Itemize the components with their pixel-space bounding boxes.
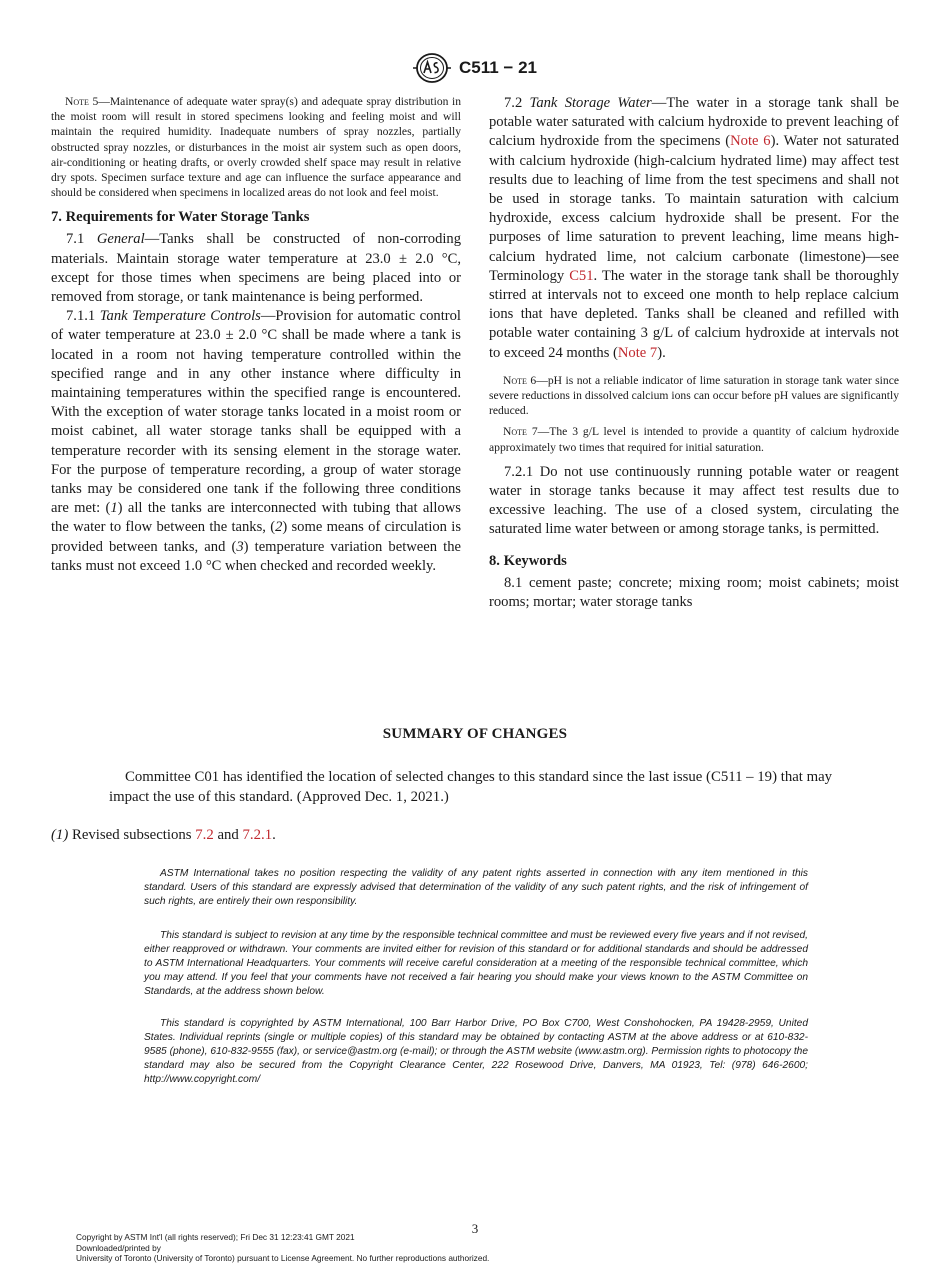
section-7-heading: 7. Requirements for Water Storage Tanks [51,209,310,226]
note-7-link[interactable]: Note 7 [617,344,658,361]
c51-link[interactable]: C51 [569,267,594,284]
footer-line-3: University of Toronto (University of Toronto) pursuant to License Agreement. No further reproductions authorized. [76,1253,490,1264]
copyright-disclaimer: This standard is copyrighted by ASTM International, 100 Barr Harbor Drive, PO Box C700, West Conshohocken, PA 19428-2959, United States. Individual reprints (single or multiple copies) of this standard may be obtained by contacting ASTM at the above address or at 610-832-9585 (phone), 610-832-9555 (fax), or service@astm.org (e-mail); or through the ASTM website (www.astm.org). Permission rights to photocopy the standard may also be secured from the Copyright Clearance Center, 222 Rosewood Drive, Danvers, MA 01923, Tel: (978) 646-2600; http://www.copyright.com/ [144,1018,808,1085]
summary-of-changes-text: Committee C01 has identified the location of selected changes to this standard since the last issue (C511 – 19) that may impact the use of this standard. (Approved Dec. 1, 2021.) [109,769,833,805]
footer-line-2: Downloaded/printed by [76,1242,161,1253]
paragraph-7-2: 7.2 Tank Storage Water—The water in a storage tank shall be potable water saturated with calcium hydroxide to prevent leaching of calcium hydroxide from the specimens (Note 6). Water not saturated with calcium hydroxide (high-calcium hydrated lime) may affect test results due to leaching of lime from the test specimens and shall not be used in storage tanks. To maintain saturation with calcium hydroxide, excess calcium hydroxide shall be present. For the purposes of lime saturation to prevent leaching, lime means high-calcium hydrated lime, not calcium carbonate (limestone)—see Terminology C51. The water in the storage tank shall be thoroughly stirred at intervals not to exceed one month to help replace calcium ions that have depleted. Tanks shall be cleaned and refilled with potable water containing 3 g/L of calcium hydroxide at intervals not to exceed 24 months (Note 7). [489,95,900,361]
standard-designation: C511 − 21 [459,58,537,77]
paragraph-7-2-1: 7.2.1 Do not use continuously running potable water or reagent water in storage tanks because it may affect test results due to excessive leaching. The use of a closed system, circulating the saturated lime water between or among storage tanks, is permitted. [489,463,899,538]
change-list-item: (1) Revised subsections 7.2 and 7.2.1. [51,827,276,843]
subsection-7-2-1-link[interactable]: 7.2.1 [242,827,273,843]
left-column [51,94,461,576]
paragraph-7-1-1: 7.1.1 Tank Temperature Controls—Provision for automatic control of water temperature at 23.0 ± 2.0 °C shall be made where a tank is located in a room not having temperature controlled within the specified range and in any other instance where difficulty in maintaining temperatures within the specified range is encountered. With the exception of water storage tanks located in a moist room or moist cabinet, all water storage tanks shall be equipped with a temperature recorder with its sensing element in the storage water. For the purpose of temperature recording, a group of water storage tanks may be considered one tank if the following three conditions are met: (1) all the tanks are interconnected with tubing that allows the water to flow between the tanks, (2) some means of circulation is provided between tanks, and (3) temperature variation between the tanks must not exceed 1.0 °C when checked and recorded weekly. [51,308,461,574]
page-number: 3 [471,1221,479,1236]
note-7: Note 7—The 3 g/L level is intended to provide a quantity of calcium hydroxide approximately two times that required for initial saturation. [489,425,899,454]
download-footer [76,1232,489,1264]
note-6-link[interactable]: Note 6 [730,133,771,150]
right-column [489,94,899,612]
section-8-heading: 8. Keywords [489,552,567,569]
patent-disclaimer: ASTM International takes no position respecting the validity of any patent rights asserted in connection with any item mentioned in this standard. Users of this standard are expressly advised that determination of the validity of any such patent rights, and the risk of infringement of such rights, are entirely their own responsibility. [144,868,808,907]
note-6: Note 6—pH is not a reliable indicator of lime saturation in storage tank water since severe reductions in dissolved calcium ions can occur before pH values are significantly reduced. [489,373,899,418]
summary-of-changes-title: SUMMARY OF CHANGES [382,726,568,742]
page-header [0,52,950,86]
footer-line-1: Copyright by ASTM Int'l (all rights reserved); Fri Dec 31 12:23:41 GMT 2021 [76,1232,355,1242]
paragraph-8-1: 8.1 cement paste; concrete; mixing room; moist cabinets; moist rooms; mortar; water storage tanks [489,574,899,610]
subsection-7-2-link[interactable]: 7.2 [195,827,214,843]
paragraph-7-1: 7.1 General—Tanks shall be constructed of non-corroding materials. Maintain storage water temperature at 23.0 ± 2.0 °C, except for those times when specimens are being placed into or removed from storage, or tank maintenance is being performed. [51,231,462,306]
note-5: Note 5—Maintenance of adequate water spray(s) and adequate spray distribution in the moist room will result in stored specimens looking and feeling moist and will maintain the required humidity. Inadequate numbers of spray nozzles, partially obstructed spray nozzles, or disturbances in the moist air system such as open doors, air-conditioning or heating drafts, or overly crowded shelf space may result in relative dry spots. Specimen surface texture and age can influence the surface appearance and should be considered when specimens in localized areas do not look and feel moist. [51,95,461,200]
astm-logo-icon [413,52,451,84]
revision-disclaimer: This standard is subject to revision at any time by the responsible technical committee and must be reviewed every five years and if not revised, either reapproved or withdrawn. Your comments are invited either for revision of this standard or for additional standards and should be addressed to ASTM International Headquarters. Your comments will receive careful consideration at a meeting of the responsible technical committee, which you may attend. If you feel that your comments have not received a fair hearing you should make your views known to the ASTM Committee on Standards, at the address shown below. [144,930,808,997]
